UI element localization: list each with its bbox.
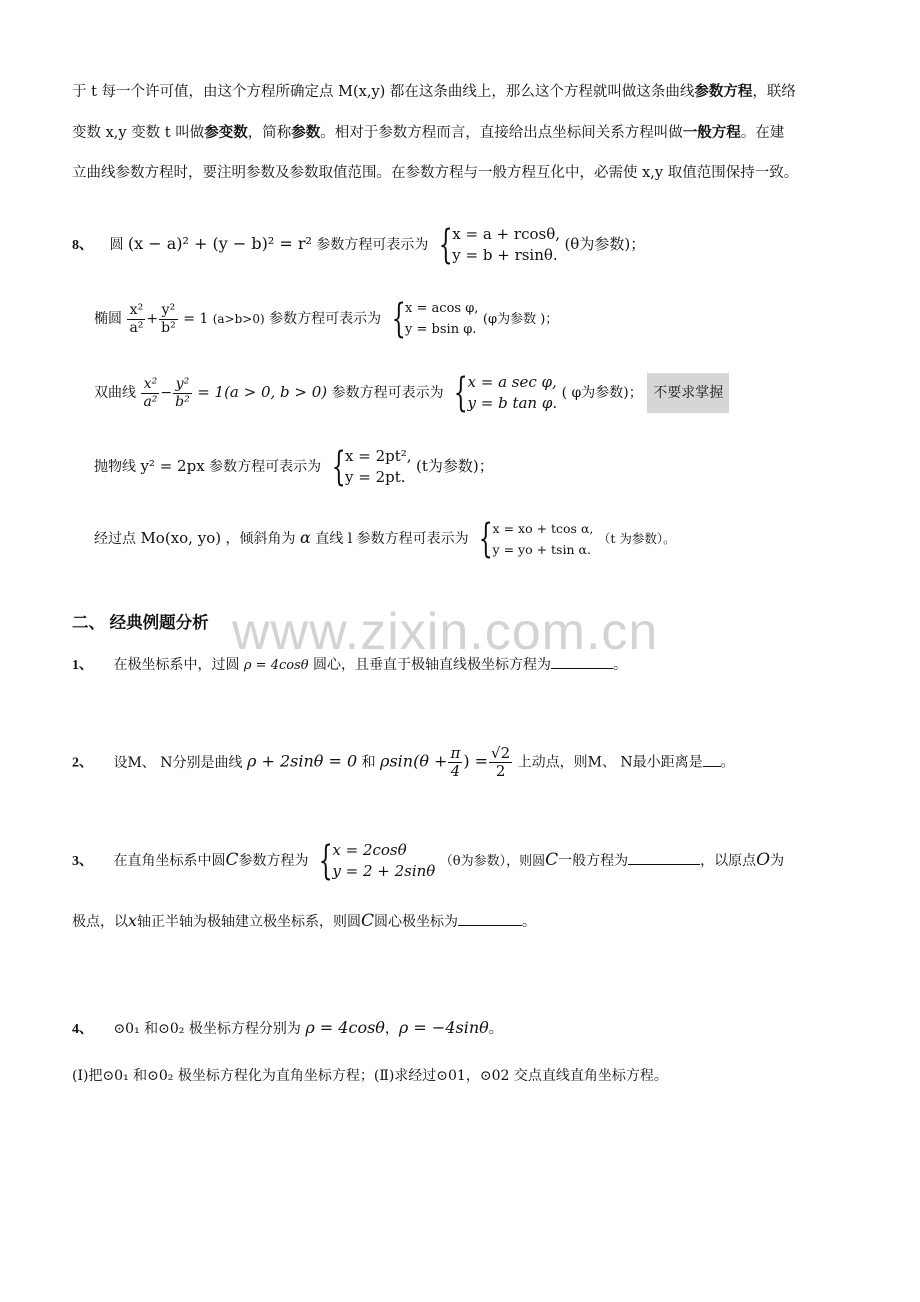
term-parameter-variable: 参变数 <box>204 124 248 141</box>
circle-param-system: { x = a + rcosθ, y = b + rsinθ. <box>438 222 560 268</box>
intro-line-2: 变数 x,y 变数 t 叫做参变数，简称参数。相对于参数方程而言，直接给出点坐标间关系方程叫做一般方程。在建 <box>72 124 785 141</box>
intro-line-1: 于 t 每一个许可值，由这个方程所确定点 M(x,y) 都在这条曲线上，那么这个方程就叫做这条曲线参数方程，联络 <box>72 83 796 100</box>
term-parameter: 参数 <box>291 124 321 141</box>
item8-circle: 8、 圆 (x − a)² + (y − b)² = r² 参数方程可表示为 { x = a + rcosθ, y = b + rsinθ. (θ为参数)； <box>72 222 646 268</box>
left-brace-icon: { <box>318 838 333 884</box>
hyperbola-param-system: { x = a sec φ, y = b tan φ. <box>453 370 558 416</box>
question-3-line-2: 极点，以x轴正半轴为极轴建立极坐标系，则圆C圆心极坐标为 。 <box>72 911 537 931</box>
not-required-note: 不要求掌握 <box>647 373 729 413</box>
line-param-system: { x = xo + tcos α, y = yo + tsin α. <box>478 516 594 562</box>
item8-line: 经过点 Mo(xo, yo) ，倾斜角为 α 直线 l 参数方程可表示为 { x = xo + tcos α, y = yo + tsin α. （t 为参数）。 <box>94 516 676 562</box>
circle-equation: (x − a)² + (y − b)² = r² <box>127 234 312 253</box>
left-brace-icon: { <box>478 516 493 562</box>
section-heading: 二、 经典例题分析 <box>72 614 209 632</box>
left-brace-icon: { <box>391 296 406 342</box>
question-3: 3、 在直角坐标系中圆C参数方程为 { x = 2cosθ y = 2 + 2sinθ （θ为参数），则圆C一般方程为 ，以原点O为 <box>72 838 785 884</box>
term-general-equation: 一般方程 <box>682 124 741 141</box>
item8-ellipse: 椭圆 $\frac{\text{x²}}{\text{a²}}$ + $\frac{\text{y²}}{\text{b²}}$ = 1 (a>b>0) 参数方程可表示为 { x = acos φ, y = bsin φ. (φ为参数 )； <box>94 296 559 342</box>
answer-blank[interactable] <box>628 850 700 865</box>
intro-line-3: 立曲线参数方程时，要注明参数及参数取值范围。在参数方程与一般方程互化中，必需使 x,y 取值范围保持一致。 <box>72 165 799 181</box>
left-brace-icon: { <box>331 444 346 490</box>
ellipse-param-system: { x = acos φ, y = bsin φ. <box>391 296 479 342</box>
question-1: 1、 在极坐标系中，过圆 ρ = 4cosθ 圆心，且垂直于极轴直线极坐标方程为 。 <box>72 654 627 674</box>
question-2: 2、 设M、 N分别是曲线 ρ + 2sinθ = 0 和 ρsin(θ + $\frac{\pi}{4}$ ) = $\frac{√2}{2}$ 上动点，则M、 N最小距离是 。 <box>72 744 735 780</box>
circle-c-param-system: { x = 2cosθ y = 2 + 2sinθ <box>318 838 436 884</box>
term-parametric-equation: 参数方程 <box>694 83 753 100</box>
question-4-line-2: (Ⅰ)把⊙0₁ 和⊙0₂ 极坐标方程化为直角坐标方程；(Ⅱ)求经过⊙01，⊙02 交点直线直角坐标方程。 <box>72 1068 668 1084</box>
watermark: www.zixin.com.cn <box>232 603 659 661</box>
item8-parabola: 抛物线 y² = 2px 参数方程可表示为 { x = 2pt², y = 2pt. (t为参数)； <box>94 444 494 490</box>
intro-paragraph <box>72 76 872 189</box>
left-brace-icon: { <box>438 222 453 268</box>
answer-blank[interactable] <box>458 911 522 926</box>
parabola-param-system: { x = 2pt², y = 2pt. <box>331 444 412 490</box>
question-4: 4、 ⊙0₁ 和⊙0₂ 极坐标方程分别为 ρ = 4cosθ，ρ = −4sinθ。 <box>72 1018 503 1037</box>
answer-blank[interactable] <box>703 752 721 767</box>
left-brace-icon: { <box>453 370 468 416</box>
answer-blank[interactable] <box>551 654 613 669</box>
item8-hyperbola: 双曲线 $\frac{\text{x²}}{\text{a²}}$ − $\frac{\text{y²}}{\text{b²}}$ = 1(a > 0, b > 0) 参数方程可表示为 { x = a sec φ, y = b tan φ. ( φ为参数)； 不要求掌握 <box>94 372 729 414</box>
